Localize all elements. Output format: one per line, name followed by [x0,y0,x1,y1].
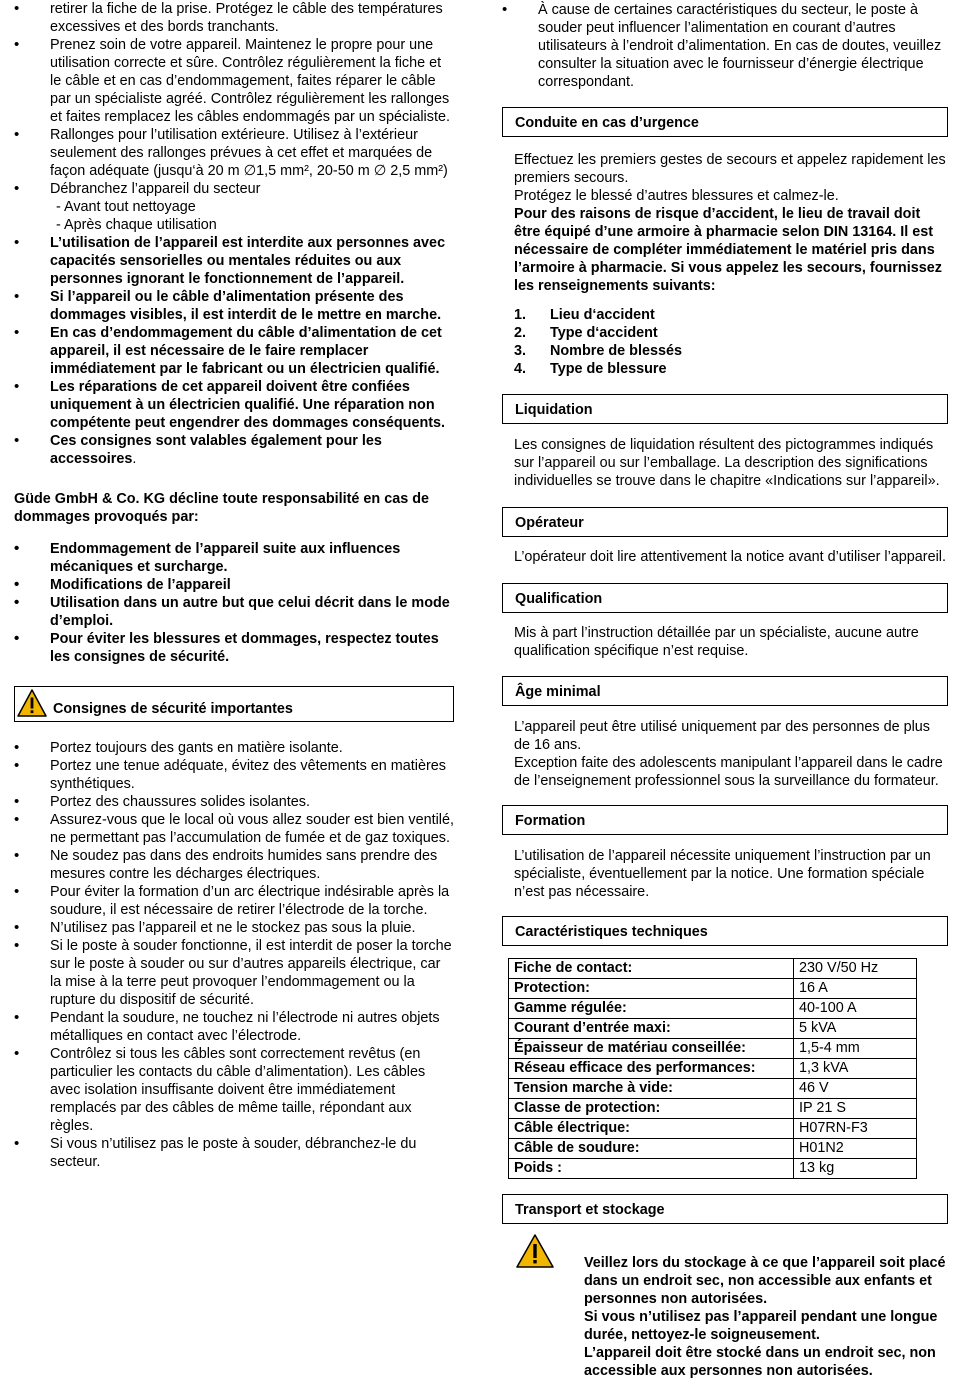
spec-value: IP 21 S [794,1099,917,1119]
spec-value: 16 A [794,979,917,999]
numbered-list-item [514,342,948,360]
list-item: • Portez toujours des gants en matière isolante. [14,739,454,757]
list-item [14,378,454,432]
list-item: • Modifications de l’appareil [14,576,454,594]
list-item-text: Débranchez l’appareil du secteur [50,181,261,197]
liability-list [14,540,454,666]
list-item: • N’utilisez pas l’appareil et ne le stockez pas sous la pluie. [14,919,454,937]
emergency-text-2: Protégez le blessé d’autres blessures et calmez-le. [514,188,839,204]
spec-label: Tension marche à vide: [509,1079,794,1099]
numbered-list-item [514,360,948,378]
spec-label: Fiche de contact: [509,959,794,979]
list-item: • À cause de certaines caractéristiques du secteur, le poste à souder peut influencer l’alimentation en courant d’autres utilisateurs à l’endroit d’alimentation. En cas de doutes, veuillez consulter la situation avec le fournisseur d’énergie électrique correspondant. [502,1,948,91]
list-item-text: Type de blessure [550,361,667,377]
emergency-text-3: Pour des raisons de risque d’accident, le lieu de travail doit être équipé d’une armoire à pharmacie selon DIN 13164. Il est nécessaire de compléter immédiatement le matériel pris dans l’armoire à pharmacie. Si vous appelez les secours, fournissez les renseignements suivants: [514,206,942,294]
sub-list-item: - Après chaque utilisation [56,217,217,233]
list-item [14,234,454,288]
list-item: • Utilisation dans un autre but que celui décrit dans le mode d’emploi. [14,594,454,630]
spec-label: Gamme régulée: [509,999,794,1019]
specs-table [508,958,917,1179]
list-item: • Pendant la soudure, ne touchez ni l’électrode ni autres objets métalliques en contact avec l’électrode. [14,1009,454,1045]
transport-section [502,1234,948,1394]
transport-text [584,1254,950,1380]
section-header-min-age: Âge minimal [502,676,948,706]
sub-list-item: - Avant tout nettoyage [56,199,196,215]
list-item-text: Lieu d‘accident [550,307,655,323]
left-column [14,0,454,1171]
table-row [509,1039,917,1059]
spec-label: Câble électrique: [509,1119,794,1139]
list-item: • Portez une tenue adéquate, évitez des vêtements en matières synthétiques. [14,757,454,793]
list-item [14,432,454,468]
list-item [14,36,454,126]
list-item: • Si le poste à souder fonctionne, il est interdit de poser la torche sur le poste à souder ou sur d’autres appareils électrique, car la mise à la terre peut provoquer l’endommagement ou la rupture du dispositif de sécurité. [14,937,454,1009]
transport-text-1: Veillez lors du stockage à ce que l’appareil soit placé dans un endroit sec, non accessible aux enfants et personnes non autorisées. [584,1255,946,1307]
list-item-text: retirer la fiche de la prise. Protégez le câble des températures excessives et des bords tranchants. [50,1,443,35]
table-row [509,1099,917,1119]
min-age-text-1: L’appareil peut être utilisé uniquement par des personnes de plus de 16 ans. [514,719,931,753]
list-item-text: Nombre de blessés [550,343,682,359]
spec-value: 230 V/50 Hz [794,959,917,979]
list-item-text: Les réparations de cet appareil doivent être confiées uniquement à un électricien qualifié. Une réparation non compétente peut engendrer des dommages conséquents. [50,379,446,431]
list-item: • Portez des chaussures solides isolantes. [14,793,454,811]
top-bullet-list [502,1,948,91]
spec-label: Courant d’entrée maxi: [509,1019,794,1039]
spec-label: Épaisseur de matériau conseillée: [509,1039,794,1059]
list-number: 2. [514,325,527,341]
list-number: 1. [514,307,527,323]
emergency-section [502,151,948,378]
spec-label: Câble de soudure: [509,1139,794,1159]
list-item [14,126,454,180]
list-item: • Pour éviter la formation d’un arc électrique indésirable après la soudure, il est nécessaire de retirer l’électrode de la torche. [14,883,454,919]
emergency-text-1: Effectuez les premiers gestes de secours et appelez rapidement les premiers secours. [514,152,946,186]
transport-text-3: L’appareil doit être stocké dans un endroit sec, non accessible aux personnes non autorisées. [584,1345,936,1379]
warning-triangle-icon [516,1234,554,1273]
numbered-list-item [514,324,948,342]
safety-instructions-list [14,739,454,1171]
list-item: • Pour éviter les blessures et dommages, respectez toutes les consignes de sécurité. [14,630,454,666]
list-item-text: Ces consignes sont valables également pour les accessoires [50,433,382,467]
list-item-text: Prenez soin de votre appareil. Maintenez le propre pour une utilisation correcte et sûre. Contrôlez régulièrement la fiche et le câble et en cas d’endommagement, faites réparer le câble par un spécialiste agréé. Contrôlez régulièrement les rallonges et faites remplacez les câbles endommagés par un spécialiste. [50,37,450,125]
section-header-liquidation: Liquidation [502,394,948,424]
list-item-text: Si l’appareil ou le câble d’alimentation présente des dommages visibles, il est interdit de le mettre en marche. [50,289,442,323]
list-item: • Contrôlez si tous les câbles sont correctement revêtus (en particulier les contacts du câble d’alimentation). Les câbles avec isolation insuffisante doivent être immédiatement remplacés par des câbles de même taille, répondant aux règles. [14,1045,454,1135]
list-item: • Ne soudez pas dans des endroits humides sans prendre des mesures contre les décharges électriques. [14,847,454,883]
safety-heading-box [14,686,454,722]
spec-label: Poids : [509,1159,794,1179]
list-item-text: . [132,451,137,467]
list-item [14,324,454,378]
table-row [509,1119,917,1139]
spec-value: 5 kVA [794,1019,917,1039]
list-item [14,0,454,36]
list-item: • Endommagement de l’appareil suite aux influences mécaniques et surcharge. [14,540,454,576]
min-age-section [502,718,948,790]
table-row [509,1139,917,1159]
table-row [509,1059,917,1079]
spec-value: 1,5-4 mm [794,1039,917,1059]
right-column [502,0,948,1394]
spec-label: Protection: [509,979,794,999]
spec-value: 46 V [794,1079,917,1099]
qualification-text: Mis à part l’instruction détaillée par un spécialiste, aucune autre qualification spécifique n’est requise. [514,625,919,659]
section-header-operator: Opérateur [502,507,948,537]
table-row [509,1079,917,1099]
spec-value: 1,3 kVA [794,1059,917,1079]
list-item-text: Rallonges pour l’utilisation extérieure. Utilisez à l’extérieur seulement des rallonges prévues à cet effet et marquées de façon adéquate (jusqu‘à 20 m ∅1,5 mm², 20-50 m ∅ 2,5 mm²) [50,127,448,179]
section-header-qualification: Qualification [502,583,948,613]
table-row [509,959,917,979]
safety-bullet-list [14,0,454,468]
safety-heading: Consignes de sécurité importantes [53,701,293,717]
list-item-text: Type d‘accident [550,325,658,341]
spec-value: H07RN-F3 [794,1119,917,1139]
section-header-emergency: Conduite en cas d’urgence [502,107,948,137]
liability-heading: Güde GmbH & Co. KG décline toute responsabilité en cas de dommages provoqués par: [14,491,430,525]
list-item-text: L’utilisation de l’appareil est interdite aux personnes avec capacités sensorielles ou mentales réduites ou aux personnes ignorant le fonctionnement de l’appareil. [50,235,446,287]
list-item: • Si vous n’utilisez pas le poste à souder, débranchez-le du secteur. [14,1135,454,1171]
spec-label: Réseau efficace des performances: [509,1059,794,1079]
list-item-text: En cas d’endommagement du câble d’alimentation de cet appareil, il est nécessaire de le faire remplacer immédiatement par le fabricant ou un électricien qualifié. [50,325,442,377]
table-row [509,1159,917,1179]
min-age-text-2: Exception faite des adolescents manipulant l’appareil dans le cadre de l’enseignement professionnel sous la surveillance du formateur. [514,755,943,789]
table-row [509,979,917,999]
table-row [509,1019,917,1039]
section-header-training: Formation [502,805,948,835]
warning-triangle-icon [17,689,47,722]
table-row [509,999,917,1019]
list-item [14,180,454,234]
spec-value: H01N2 [794,1139,917,1159]
list-item [14,288,454,324]
emergency-info-list [514,306,948,378]
liquidation-text: Les consignes de liquidation résultent des pictogrammes indiqués sur l’appareil ou sur l’emballage. La description des significations individuelles se trouve dans le chapitre «Indications sur l’appareil». [514,437,940,489]
spec-value: 13 kg [794,1159,917,1179]
list-number: 4. [514,361,527,377]
spec-label: Classe de protection: [509,1099,794,1119]
list-item: • Assurez-vous que le local où vous allez souder est bien ventilé, ne permettant pas l’accumulation de fumée et de gaz toxiques. [14,811,454,847]
spec-value: 40-100 A [794,999,917,1019]
transport-text-2: Si vous n’utilisez pas l’appareil pendant une longue durée, nettoyez-le soigneusement. [584,1309,938,1343]
list-number: 3. [514,343,527,359]
training-text: L’utilisation de l’appareil nécessite uniquement l’instruction par un spécialiste, éventuellement par la notice. Une formation spéciale n’est pas nécessaire. [514,848,931,900]
section-header-specs: Caractéristiques techniques [502,916,948,946]
operator-text: L’opérateur doit lire attentivement la notice avant d’utiliser l’appareil. [514,549,946,565]
section-header-transport: Transport et stockage [502,1194,948,1224]
numbered-list-item [514,306,948,324]
